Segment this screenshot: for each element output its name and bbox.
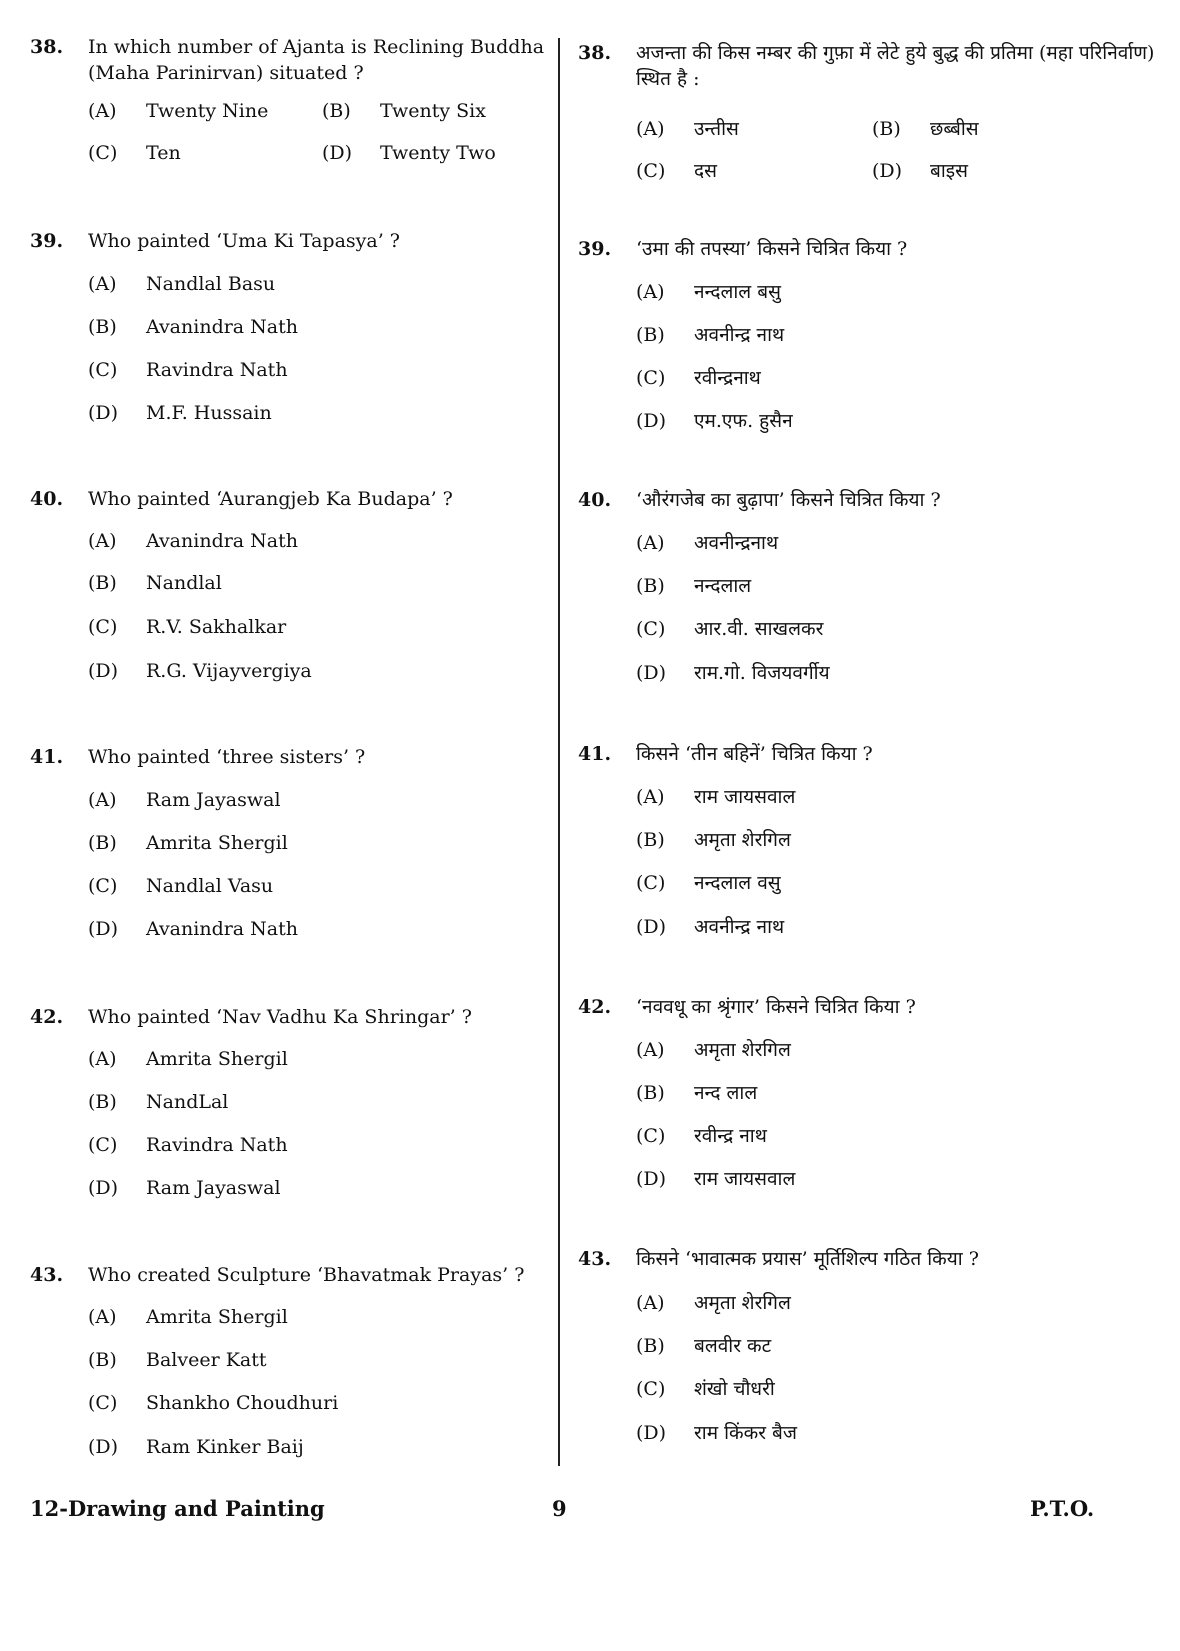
question-number: 38. <box>30 36 64 58</box>
footer-subject: 12-Drawing and Painting <box>30 1496 325 1521</box>
question-number: 38. <box>578 42 612 64</box>
question-text: ‘औरंगजेब का बुढ़ापा’ किसने चित्रित किया ? <box>636 489 941 511</box>
question-text: Who created Sculpture ‘Bhavatmak Prayas’ ? <box>88 1264 525 1286</box>
question-text: In which number of Ajanta is Reclining Buddha (Maha Parinirvan) situated ? <box>88 36 545 84</box>
question-text: Who painted ‘Uma Ki Tapasya’ ? <box>88 230 400 252</box>
question-text: किसने ‘तीन बहिनें’ चित्रित किया ? <box>636 743 873 765</box>
question-text: Who painted ‘three sisters’ ? <box>88 746 366 768</box>
question-number: 39. <box>578 238 612 260</box>
question-text: Who painted ‘Nav Vadhu Ka Shringar’ ? <box>88 1006 472 1028</box>
question-number: 41. <box>578 743 612 765</box>
question-number: 40. <box>30 488 64 510</box>
question-number: 42. <box>30 1006 64 1028</box>
question-text: ‘उमा की तपस्या’ किसने चित्रित किया ? <box>636 238 908 260</box>
question-text: अजन्ता की किस नम्बर की गुफ़ा में लेटे हुये बुद्ध की प्रतिमा (महा परिनिर्वाण) स्थित है : <box>636 42 1155 90</box>
question-number: 43. <box>578 1248 612 1270</box>
footer-pto: P.T.O. <box>1030 1496 1095 1521</box>
question-text: ‘नववधू का श्रृंगार’ किसने चित्रित किया ? <box>636 996 916 1018</box>
question-number: 40. <box>578 489 612 511</box>
question-text: किसने ‘भावात्मक प्रयास’ मूर्तिशिल्प गठित किया ? <box>636 1248 979 1270</box>
exam-page: 38. In which number of Ajanta is Reclining Buddha (Maha Parinirvan) situated ? (A) Twenty Nine (B) Twenty Six (C) Ten (D) Twenty Two 39. Who painted ‘Uma Ki Tapasya’ ? (A) Nandlal Basu (B) Avanindra Nath (C) Ravindra Nath (D) M.F. Hussain 40. Who painted ‘Aurangjeb Ka Budapa’ ? (A) Avanindra Nath (B) Nandlal (C) R.V. Sakhalkar (D) R.G. Vijayvergiya 41. Who painted ‘three sisters’ ? (A) Ram Jayaswal (B) Amrita Shergil (C) Nandlal Vasu (D) Avanindra Nath 42. Who painted ‘Nav Vadhu Ka Shringar’ ? (A) Amrita Shergil (B) NandLal (C) Ravindra Nath (D) Ram Jayaswal 43. Who created Sculpture ‘Bhavatmak Prayas’ ? (A) Amrita Shergil (B) Balveer Katt (C) Shankho Choudhuri (D) Ram Kinker Baij 38. अजन्ता की किस नम्बर की गुफ़ा में लेटे हुये बुद्ध की प्रतिमा (महा परिनिर्वाण) स्थित है : (A) उन्तीस (B) छब्बीस (C) दस (D) बाइस 39. ‘उमा की तपस्या’ किसने चित्रित किया ? (A) नन्दलाल बसु (B) अवनीन्द्र नाथ (C) रवीन्द्रनाथ (D) एम.एफ. हुसैन 40. ‘औरंगजेब का बुढ़ापा’ किसने चित्रित किया ? (A) अवनीन्द्रनाथ (B) नन्दलाल (C) आर.वी. साखलकर (D) राम.गो. विजयवर्गीय 41. किसने ‘तीन बहिनें’ चित्रित किया ? (A) राम जायसवाल (B) अमृता शेरगिल (C) नन्दलाल वसु (D) अवनीन्द्र नाथ 42. ‘नववधू का श्रृंगार’ किसने चित्रित किया ? (A) अमृता शेरगिल (B) नन्द लाल (C) रवीन्द्र नाथ (D) राम जायसवाल 43. किसने ‘भावात्मक प्रयास’ मूर्तिशिल्प गठित किया ? (A) अमृता शेरगिल (B) बलवीर कट (C) शंखो चौधरी (D) राम किंकर बैज 12-Drawing and Painting 9 P.T.O. <box>30 36 1155 1521</box>
question-number: 42. <box>578 996 612 1018</box>
footer-page-number: 9 <box>552 1496 567 1521</box>
question-number: 41. <box>30 746 64 768</box>
question-number: 43. <box>30 1264 64 1286</box>
question-number: 39. <box>30 230 64 252</box>
column-divider <box>558 38 560 1466</box>
question-text: Who painted ‘Aurangjeb Ka Budapa’ ? <box>88 488 453 510</box>
